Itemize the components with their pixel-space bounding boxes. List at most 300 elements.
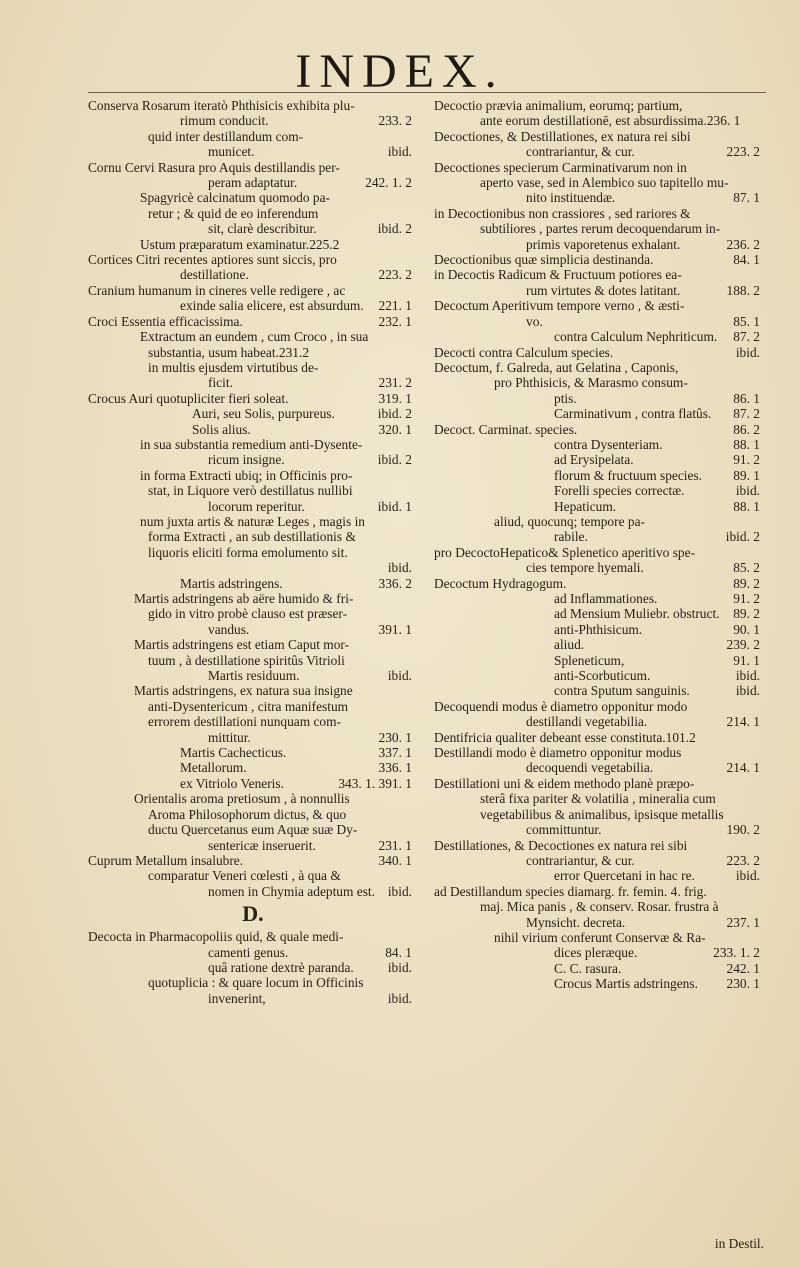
index-entry [434,807,766,822]
index-entry-text: peram adaptatur. [208,175,298,191]
index-entry-text: errorem destillationi nunquam com- [148,714,341,730]
index-entry [88,960,418,975]
index-entry [434,668,766,683]
index-entry-text: Hepaticum. [554,498,617,514]
index-entry [88,98,418,113]
index-entry [88,714,418,729]
page-reference: ibid. [387,959,412,975]
index-entry-text: ricum insigne. [208,452,285,468]
index-entry [434,838,766,853]
index-entry-text: anti-Phthisicum. [554,621,643,637]
index-entry-text: Dentifricia qualiter debeant esse constituta.101.2 [434,729,696,745]
index-entry [88,807,418,822]
page-reference: 239. 2 [726,637,760,653]
index-entry-text: liquoris eliciti forma emolumento sit. [148,544,348,560]
index-entry-text: Carminativum , contra flatûs. [554,406,712,422]
index-entry-text: Martis residuum. [208,668,300,684]
index-entry-text: num juxta artis & naturæ Leges , magis in [140,513,365,529]
page-reference: 336. 2 [378,575,412,591]
index-entry-text [148,560,208,575]
index-entry-text: nomen in Chymia adeptum est. [208,883,375,899]
index-entry [434,422,766,437]
index-entry-text: Extractum an eundem , cum Croco , in sua [140,329,369,345]
index-entry [88,576,418,591]
index-entry [434,483,766,498]
page-reference: 86. 1 [733,390,760,406]
index-entry [434,745,766,760]
index-entry-text: Spagyricè calcinatum quomodo pa- [140,190,331,206]
index-entry [88,206,418,221]
index-entry-text: Decoctio prævia animalium, eorumq; partium, [434,98,683,113]
index-entry [88,838,418,853]
index-entry [88,129,418,144]
index-entry-text: Crocus Martis adstringens. [554,976,698,992]
header-rule [88,92,766,93]
index-entry [88,683,418,698]
index-entry [88,776,418,791]
index-entry [434,298,766,313]
index-entry-text: locorum reperitur. [208,498,305,514]
index-entry [88,360,418,375]
page-reference: 89. 2 [733,575,760,591]
index-entry [434,314,766,329]
page-reference: 391. 1 [378,621,412,637]
index-entry-text: committuntur. [526,822,602,838]
index-entry-text: in forma Extracti ubiq; in Officinis pro- [140,467,353,483]
page-reference: 223. 2 [378,267,412,283]
index-entry [434,98,766,113]
index-entry [88,668,418,683]
index-entry-text: Cortices Citri recentes aptiores sunt siccis, pro [88,252,337,268]
index-entry-text: ex Vitriolo Veneris. [180,775,284,791]
index-entry [434,776,766,791]
index-entry [434,930,766,945]
index-entry-text: vegetabilibus & animalibus, ipsisque metallis [480,806,724,822]
index-entry-text: vandus. [208,621,250,637]
index-entry-text: forma Extracti , an sub destillationis & [148,529,356,545]
index-entry-text: Decoctionibus quæ simplicia destinanda. [434,252,654,268]
index-entry [434,437,766,452]
index-entry-text: cies tempore hyemali. [526,560,644,576]
page-reference: ibid. [735,344,760,360]
index-entry [434,853,766,868]
index-entry-text: Martis adstringens. [180,575,283,591]
index-entry-text: florum & fructuum species. [554,467,703,483]
index-entry [434,683,766,698]
page-reference: 230. 1 [726,976,760,992]
left-entry-list [88,98,418,899]
index-entry-text: quid inter destillandum com- [148,128,304,144]
catchword: in Destil. [714,1236,764,1251]
index-entry-text: Croci Essentia efficacissima. [88,313,243,329]
page-reference: ibid. [387,990,412,1006]
index-entry [88,406,418,421]
index-entry-text: mittitur. [208,729,251,745]
index-entry-text: in sua substantia remedium anti-Dysente- [140,436,363,452]
page-reference: 85. 2 [733,560,760,576]
index-entry-text: Decoct. Carminat. species. [434,421,578,437]
index-entry-text: Cranium humanum in cineres velle redigere , ac [88,282,346,298]
index-entry-text: contra Sputum sanguinis. [554,683,690,699]
index-entry-text: Decocti contra Calculum species. [434,344,614,360]
index-entry [88,745,418,760]
index-entry-text: substantia, usum habeat.231.2 [148,344,310,360]
index-entry-text: rimum conducit. [180,113,269,129]
index-entry [434,915,766,930]
page-reference: 223. 2 [726,144,760,160]
index-entry-text: in multis ejusdem virtutibus de- [148,359,319,375]
index-entry-text: Destillationes, & Decoctiones ex natura rei sibi [434,837,688,853]
page-reference: ibid. [387,560,412,576]
index-entry [88,113,418,128]
index-entry [88,868,418,883]
page-reference: 89. 2 [733,606,760,622]
index-entry [434,190,766,205]
index-entry-text: contra Dysenteriam. [554,436,663,452]
page-reference: 87. 1 [733,190,760,206]
index-entry [88,329,418,344]
index-entry [434,144,766,159]
index-entry [88,314,418,329]
index-entry [434,591,766,606]
index-entry-text: Martis Cachecticus. [180,745,287,761]
index-entry [434,899,766,914]
index-entry-text: Decocta in Pharmacopoliis quid, & quale medi- [88,929,344,945]
index-entry [88,529,418,544]
index-entry [434,329,766,344]
index-entry-text: ad Erysipelata. [554,452,634,468]
page-reference: ibid. [387,668,412,684]
page-reference: 91. 2 [733,452,760,468]
page-reference: ibid. 2 [725,529,760,545]
index-entry-text: Martis adstringens ab aëre humido & fri- [134,591,354,606]
index-entry-text: rabile. [554,529,588,545]
index-entry [434,375,766,390]
index-entry-text: sterâ fixa pariter & volatilia , mineralia cum [480,791,716,807]
index-entry [434,822,766,837]
index-entry-text: ad Inflammationes. [554,591,658,606]
index-entry [88,483,418,498]
page-reference: 91. 2 [733,591,760,606]
page-reference: 237. 1 [726,914,760,930]
index-entry-text: nito instituendæ. [526,190,616,206]
index-entry-text: gido in vitro probè clauso est præser- [148,606,348,622]
index-entry [434,699,766,714]
page-reference: ibid. [735,483,760,499]
index-entry [88,190,418,205]
index-entry-text: error Quercetani in hac re. [554,868,695,884]
index-entry [434,175,766,190]
index-entry-text: comparatur Veneri cœlesti , à qua & [148,868,341,884]
index-entry-text: pro Phthisicis, & Marasmo consum- [494,375,688,391]
page-reference: 214. 1 [726,714,760,730]
index-entry-text: Orientalis aroma pretiosum , à nonnullis [134,791,350,807]
index-entry-text: aperto vase, sed in Alembico suo tapitello mu- [480,175,729,191]
index-entry [434,160,766,175]
page-reference: 223. 2 [726,852,760,868]
index-entry [434,206,766,221]
page-reference: 91. 1 [733,652,760,668]
index-entry [88,391,418,406]
page-title: INDEX. [295,45,505,98]
index-entry [88,345,418,360]
index-entry [434,129,766,144]
index-entry-text: quâ ratione dextrè paranda. [208,959,354,975]
page-reference: 87. 2 [733,329,760,345]
index-entry-text: Ustum præparatum examinatur.225.2 [140,236,340,252]
page-reference: 188. 2 [726,282,760,298]
index-entry [88,160,418,175]
index-entry [88,822,418,837]
index-entry-text: destillandi vegetabilia. [526,714,648,730]
index-entry-text: Solis alius. [192,421,251,437]
index-entry [88,560,418,575]
index-entry-text: Crocus Auri quotupliciter fieri soleat. [88,390,289,406]
index-entry [434,529,766,544]
index-entry-text: municet. [208,144,255,160]
index-entry-text: ad Mensium Muliebr. obstruct. [554,606,720,622]
index-entry-text: camenti genus. [208,944,289,960]
index-entry [434,653,766,668]
index-entry [88,452,418,467]
index-entry-text: subtiliores , partes rerum decoquendarum in- [480,221,721,237]
index-entry-text: tuum , à destillatione spiritûs Vitrioli [148,652,345,668]
index-entry-text: stat, in Liquore verò destillatus nullibi [148,483,353,499]
index-entry [88,175,418,190]
page-reference: 84. 1 [733,252,760,268]
index-entry-text: Aroma Philosophorum dictus, & quo [148,806,347,822]
page-reference: 84. 1 [385,944,412,960]
right-column [434,98,766,992]
index-entry-text: Decoctum, f. Galreda, aut Gelatina , Caponis, [434,359,679,375]
index-entry [434,360,766,375]
index-entry-text: in Decoctionibus non crassiores , sed rariores & [434,205,691,221]
page-reference: ibid. [735,683,760,699]
page-reference: ibid. [735,868,760,884]
index-entry-text: sit, clarè describitur. [208,221,317,237]
index-entry-text: decoquendi vegetabilia. [526,760,654,776]
index-entry [88,499,418,514]
index-entry [88,637,418,652]
index-entry-text: in Decoctis Radicum & Fructuum potiores ea- [434,267,682,283]
page-reference: 231. 2 [378,375,412,391]
index-entry [88,606,418,621]
index-entry-text: sentericæ inseruerit. [208,837,316,853]
page-reference: 88. 1 [733,436,760,452]
page-reference: 343. 1. 391. 1 [338,775,412,791]
index-entry-text: Destillationi uni & eidem methodo planè præpo- [434,775,695,791]
index-entry-text: dices pleræque. [554,945,638,961]
page-reference: ibid. [387,144,412,160]
index-entry-text: C. C. rasura. [554,960,622,976]
index-entry-text: aliud. [554,637,585,653]
page-reference: 88. 1 [733,498,760,514]
index-entry-text: ad Destillandum species diamarg. fr. femin. 4. frig. [434,883,707,899]
index-entry [434,514,766,529]
index-entry-text: exinde salia elicere, est absurdum. [180,298,364,314]
index-entry [434,976,766,991]
index-entry [434,714,766,729]
index-entry-text: Forelli species correctæ. [554,483,685,499]
index-entry [434,606,766,621]
index-entry-text: aliud, quocunq; tempore pa- [494,513,645,529]
index-entry [88,622,418,637]
index-entry [434,452,766,467]
index-entry-text: maj. Mica panis , & conserv. Rosar. frustra à [480,899,719,915]
index-entry [88,853,418,868]
index-entry [434,791,766,806]
index-entry-text: contra Calculum Nephriticum. [554,329,718,345]
page-reference: 231. 1 [378,837,412,853]
index-entry [88,653,418,668]
section-letter: D. [242,901,264,927]
index-entry [88,591,418,606]
index-entry [434,576,766,591]
index-entry [434,560,766,575]
index-entry-text: Decoctiones specierum Carminativarum non in [434,159,687,175]
index-entry [88,699,418,714]
index-entry-text: Decoquendi modus è diametro opponitur modo [434,698,688,714]
index-entry-text: retur ; & quid de eo inferendum [148,205,319,221]
index-entry [88,237,418,252]
index-entry-text: contrariantur, & cur. [526,144,635,160]
index-entry [88,298,418,313]
index-entry-text: Auri, seu Solis, purpureus. [192,406,335,422]
index-entry-text: anti-Dysentericum , citra manifestum [148,698,349,714]
index-entry-text: invenerint, [208,990,266,1006]
index-entry-text: ptis. [554,390,577,406]
index-entry [434,637,766,652]
index-entry-text: ductu Quercetanus eum Aquæ suæ Dy- [148,822,358,838]
index-entry [88,375,418,390]
left-column [88,98,418,1006]
index-entry-text: vo. [526,313,543,329]
index-entry [434,221,766,236]
index-entry [434,868,766,883]
index-entry-text: rum virtutes & dotes latitant. [526,282,681,298]
page-reference: 242. 1 [726,960,760,976]
page-reference: 190. 2 [726,822,760,838]
index-entry [434,945,766,960]
index-entry-text: Cornu Cervi Rasura pro Aquis destillandis per- [88,159,340,175]
page-reference: 85. 1 [733,313,760,329]
index-entry [88,422,418,437]
index-entry-text: pro DecoctoHepatico& Splenetico aperitivo spe- [434,544,696,560]
index-entry-text: quotuplicia : & quare locum in Officinis [148,975,364,991]
index-entry-text: contrariantur, & cur. [526,852,635,868]
page-reference: 242. 1. 2 [365,175,412,191]
page-reference: ibid. 2 [377,452,412,468]
index-entry [88,545,418,560]
index-entry [434,622,766,637]
page-reference: ibid. 2 [377,406,412,422]
index-entry [434,468,766,483]
index-entry [88,929,418,944]
index-entry [88,760,418,775]
page-reference: 214. 1 [726,760,760,776]
index-entry-text: Mynsicht. decreta. [526,914,626,930]
page-reference: 232. 1 [378,313,412,329]
index-entry-text: Decoctum Aperitivum tempore verno , & æsti- [434,298,685,314]
index-entry-text: Decoctiones, & Destillationes, ex natura rei sibi [434,128,691,144]
page-reference: 319. 1 [378,390,412,406]
page-reference: 233. 1. 2 [713,945,760,961]
page-reference: 336. 1 [378,760,412,776]
right-entry-list [434,98,766,992]
page-reference: 86. 2 [733,421,760,437]
page-reference: 337. 1 [378,745,412,761]
index-entry-text: ficit. [208,375,233,391]
index-entry [88,267,418,282]
index-entry [88,991,418,1006]
index-entry-text: nihil virium conferunt Conservæ & Ra- [494,929,706,945]
page-reference: 221. 1 [378,298,412,314]
index-entry [88,468,418,483]
page-reference: ibid. 2 [377,221,412,237]
index-entry-text: Decoctum Hydragogum. [434,575,567,591]
index-entry [434,760,766,775]
index-entry [434,499,766,514]
index-entry [434,545,766,560]
index-entry [88,252,418,267]
page-reference: 89. 1 [733,467,760,483]
index-entry [434,283,766,298]
index-entry [434,884,766,899]
index-entry-text: Cuprum Metallum insalubre. [88,852,244,868]
page-reference: 340. 1 [378,852,412,868]
page-reference: 320. 1 [378,421,412,437]
index-entry [88,945,418,960]
index-entry [434,345,766,360]
index-entry-text: ante eorum destillationē, est absurdissima.236. 1 [480,113,741,129]
index-entry-text: destillatione. [180,267,249,283]
page-reference: ibid. 1 [377,498,412,514]
index-entry [88,221,418,236]
index-entry [434,113,766,128]
index-entry [88,791,418,806]
index-entry [434,267,766,282]
page-reference: 236. 2 [726,236,760,252]
index-entry [434,391,766,406]
index-entry [434,406,766,421]
index-entry-text: Martis adstringens, ex natura sua insigne [134,683,353,699]
page-reference: ibid. [387,883,412,899]
index-entry [434,252,766,267]
index-entry [88,514,418,529]
index-entry [434,961,766,976]
index-entry [88,283,418,298]
page-reference: 87. 2 [733,406,760,422]
page-reference: 233. 2 [378,113,412,129]
index-entry [88,730,418,745]
index-entry [88,975,418,990]
index-entry-text: Spleneticum, [554,652,625,668]
page-reference: 90. 1 [733,621,760,637]
left-d-entry-list [88,929,418,1006]
index-entry [434,730,766,745]
index-entry-text: anti-Scorbuticum. [554,668,651,684]
index-entry-text: Metallorum. [180,760,247,776]
index-entry [88,144,418,159]
index-entry [88,884,418,899]
index-entry-text: Conserva Rosarum iteratò Phthisicis exhibita plu- [88,98,355,113]
index-entry-text: Martis adstringens est etiam Caput mor- [134,637,350,653]
page-reference: ibid. [735,668,760,684]
index-entry-text: primis vaporetenus exhalant. [526,236,681,252]
index-entry-text: Destillandi modo è diametro opponitur modus [434,745,682,761]
index-entry [88,437,418,452]
index-entry [434,237,766,252]
